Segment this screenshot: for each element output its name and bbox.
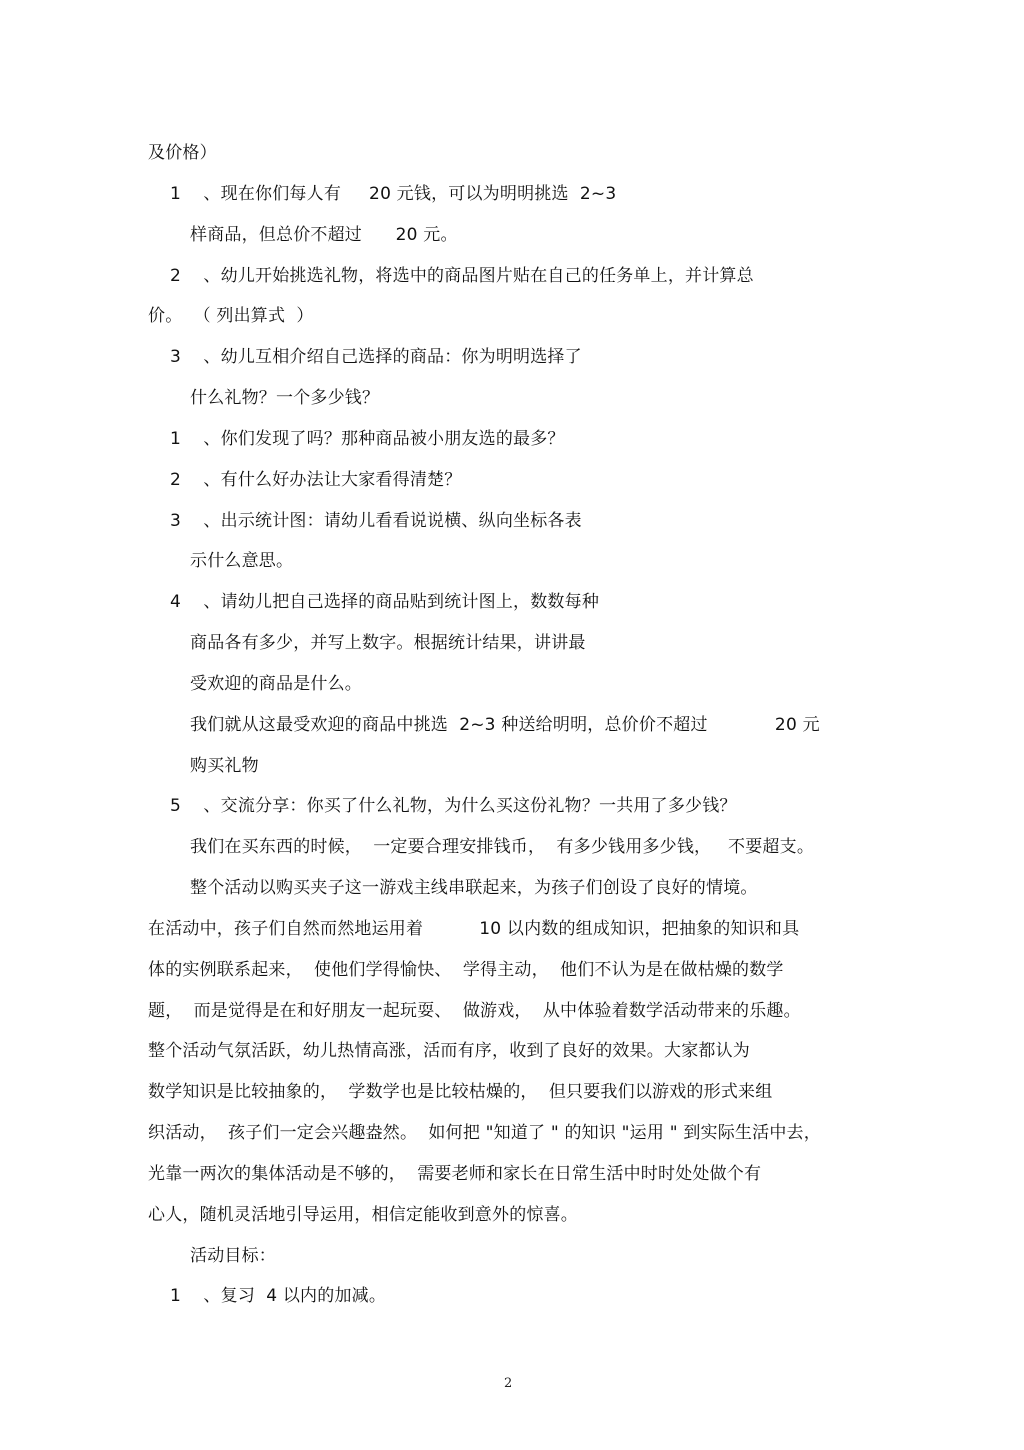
text-line: 体的实例联系起来， 使他们学得愉快、 学得主动， 他们不认为是在做枯燥的数学 — [148, 960, 784, 980]
text-line: 整个活动气氛活跃，幼儿热情高涨，活而有序，收到了良好的效果。大家都认为 — [148, 1041, 750, 1061]
list-item: 2 、幼儿开始挑选礼物，将选中的商品图片贴在自己的任务单上，并计算总 — [170, 266, 754, 286]
text-line: 整个活动以购买夹子这一游戏主线串联起来，为孩子们创设了良好的情境。 — [190, 878, 758, 898]
text-line: 受欢迎的商品是什么。 — [190, 674, 362, 694]
list-item: 1 、你们发现了吗？那种商品被小朋友选的最多？ — [170, 429, 565, 449]
list-item: 5 、交流分享：你买了什么礼物，为什么买这份礼物？一共用了多少钱？ — [170, 796, 737, 816]
section-heading: 活动目标： — [190, 1246, 276, 1266]
page-number: 2 — [504, 1376, 513, 1391]
list-item: 1 、复习 4 以内的加减。 — [170, 1286, 387, 1306]
text-line: 示什么意思。 — [190, 551, 294, 571]
text-line: 题， 而是觉得是在和好朋友一起玩耍、 做游戏， 从中体验着数学活动带来的乐趣。 — [148, 1001, 801, 1021]
list-item: 3 、幼儿互相介绍自己选择的商品：你为明明选择了 — [170, 347, 582, 367]
list-item: 4 、请幼儿把自己选择的商品贴到统计图上，数数每种 — [170, 592, 600, 612]
list-item: 2 、有什么好办法让大家看得清楚？ — [170, 470, 462, 490]
list-item: 3 、出示统计图：请幼儿看看说说横、纵向坐标各表 — [170, 511, 582, 531]
text-line: 我们就从这最受欢迎的商品中挑选 2~3 种送给明明，总价价不超过 20 元 — [190, 715, 820, 735]
text-line: 我们在买东西的时候， 一定要合理安排钱币， 有多少钱用多少钱， 不要超支。 — [190, 837, 815, 857]
text-line: 在活动中，孩子们自然而然地运用着 10 以内数的组成知识，把抽象的知识和具 — [148, 919, 800, 939]
text-line: 价。 （ 列出算式 ） — [148, 306, 314, 326]
text-line: 数学知识是比较抽象的， 学数学也是比较枯燥的， 但只要我们以游戏的形式来组 — [148, 1082, 773, 1102]
text-line: 商品各有多少，并写上数字。根据统计结果，讲讲最 — [190, 633, 586, 653]
text-line: 光靠一两次的集体活动是不够的， 需要老师和家长在日常生活中时时处处做个有 — [148, 1164, 762, 1184]
text-line: 织活动， 孩子们一定会兴趣盎然。 如何把 "知道了 " 的知识 "运用 " 到实际生活中去， — [148, 1123, 821, 1143]
text-line: 购买礼物 — [190, 756, 259, 776]
text-line: 及价格） — [148, 143, 217, 163]
text-line: 什么礼物？一个多少钱？ — [190, 388, 380, 408]
list-item: 1 、现在你们每人有 20 元钱，可以为明明挑选 2~3 — [170, 184, 617, 204]
text-line: 心人，随机灵活地引导运用，相信定能收到意外的惊喜。 — [148, 1205, 578, 1225]
text-line: 样商品，但总价不超过 20 元。 — [190, 225, 458, 245]
